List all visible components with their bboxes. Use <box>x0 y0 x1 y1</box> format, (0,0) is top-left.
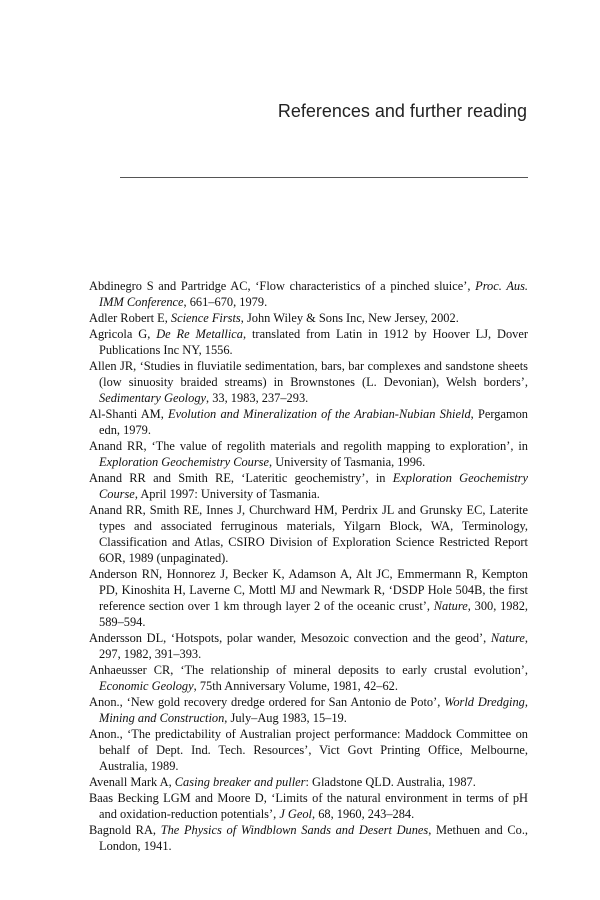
reference-entry <box>89 278 528 310</box>
reference-title-italic: J Geol <box>279 807 312 821</box>
reference-entry <box>89 822 528 854</box>
reference-title-italic: Evolution and Mineralization of the Arabian-Nubian Shield <box>168 407 471 421</box>
reference-text: , Methuen and Co., London, 1941. <box>99 823 529 853</box>
reference-text: , translated from Latin in 1912 by Hoover LJ, Dover Publications Inc NY, 1556. <box>99 327 528 357</box>
reference-entry <box>89 566 528 630</box>
reference-text: Anand RR and Smith RE, ‘Lateritic geochemistry’, in <box>89 471 393 485</box>
reference-entry <box>89 310 528 326</box>
reference-text: Agricola G, <box>89 327 157 341</box>
reference-title-italic: Exploration Geochemistry Course <box>99 455 270 469</box>
reference-entry <box>89 470 528 502</box>
reference-entry <box>89 694 528 726</box>
reference-title-italic: The Physics of Windblown Sands and Desert Dunes <box>160 823 429 837</box>
reference-text: Abdinegro S and Partridge AC, ‘Flow characteristics of a pinched sluice’, <box>89 279 476 293</box>
reference-text: Baas Becking LGM and Moore D, ‘Limits of the natural environment in terms of pH and oxidation-reduction potentials’, <box>89 791 528 821</box>
reference-title-italic: Nature <box>433 599 468 613</box>
page-title: References and further reading <box>277 101 527 121</box>
reference-text: Anand RR, Smith RE, Innes J, Churchward HM, Perdrix JL and Grunsky EC, Laterite types and associated ferruginous materials, Yilgarn Block, WA, Terminology, Classification and Atlas, CSIRO Division of Exploration Science Restricted Report 6OR, 1989 (unpaginated). <box>89 503 528 565</box>
reference-text: , 300, 1982, 589–594. <box>99 599 528 629</box>
reference-title-italic: Science Firsts <box>170 311 241 325</box>
reference-title-italic: Casing breaker and puller <box>174 775 306 789</box>
reference-text: Anon., ‘New gold recovery dredge ordered for San Antonio de Poto’, <box>89 695 445 709</box>
reference-text: Anand RR, ‘The value of regolith materials and regolith mapping to exploration’, in <box>89 439 528 453</box>
reference-title-italic: World Dredging, Mining and Construction <box>99 695 528 725</box>
reference-entry <box>89 502 528 566</box>
reference-entry <box>89 358 528 406</box>
reference-entry <box>89 326 528 358</box>
reference-text: , July–Aug 1983, 15–19. <box>224 711 347 725</box>
reference-title-italic: Economic Geology <box>99 679 194 693</box>
reference-title-italic: Exploration Geochemistry Course <box>99 471 528 501</box>
reference-text: Anhaeusser CR, ‘The relationship of mineral deposits to early crustal evolution’, <box>89 663 528 677</box>
reference-entry <box>89 774 528 790</box>
reference-text: , April 1997: University of Tasmania. <box>134 487 320 501</box>
reference-text: , 75th Anniversary Volume, 1981, 42–62. <box>193 679 398 693</box>
title-rule <box>120 177 528 178</box>
reference-text: Adler Robert E, <box>89 311 171 325</box>
reference-text: , 297, 1982, 391–393. <box>99 631 528 661</box>
reference-text: Al-Shanti AM, <box>89 407 169 421</box>
reference-title-italic: Nature <box>490 631 525 645</box>
reference-text: , 33, 1983, 237–293. <box>206 391 309 405</box>
reference-text: Avenall Mark A, <box>89 775 175 789</box>
reference-title-italic: Sedimentary Geology <box>99 391 207 405</box>
reference-entry <box>89 662 528 694</box>
reference-entry <box>89 726 528 774</box>
reference-text: , 661–670, 1979. <box>183 295 268 309</box>
reference-text: Anderson RN, Honnorez J, Becker K, Adamson A, Alt JC, Emmermann R, Kempton PD, Kinoshita H, Laverne C, Mottl MJ and Newmark R, ‘DSDP Hole 504B, the first reference section over 1 km through layer 2 of the oceanic crust’, <box>89 567 528 613</box>
reference-text: Bagnold RA, <box>89 823 161 837</box>
reference-text: Andersson DL, ‘Hotspots, polar wander, Mesozoic convection and the geod’, <box>89 631 491 645</box>
reference-title-italic: Proc. Aus. IMM Conference <box>99 279 529 309</box>
reference-entry <box>89 438 528 470</box>
reference-entry <box>89 790 528 822</box>
reference-text: , 68, 1960, 243–284. <box>312 807 415 821</box>
reference-title-italic: De Re Metallica <box>156 327 243 341</box>
reference-text: Anon., ‘The predictability of Australian project performance: Maddock Committee on behalf of Dept. Ind. Tech. Resources’, Vict Govt Printing Office, Melbourne, Australia, 1989. <box>89 727 528 773</box>
reference-text: , Pergamon edn, 1979. <box>99 407 528 437</box>
reference-text: , John Wiley & Sons Inc, New Jersey, 2002. <box>240 311 459 325</box>
reference-entry <box>89 406 528 438</box>
reference-text: , University of Tasmania, 1996. <box>269 455 426 469</box>
reference-text: : Gladstone QLD. Australia, 1987. <box>305 775 476 789</box>
reference-text: Allen JR, ‘Studies in fluviatile sedimentation, bars, bar complexes and sandstone sheets (low sinuosity braided streams) in Brownstones (L. Devonian), Welsh borders’, <box>89 359 528 389</box>
reference-entry <box>89 630 528 662</box>
reference-list <box>89 278 528 854</box>
